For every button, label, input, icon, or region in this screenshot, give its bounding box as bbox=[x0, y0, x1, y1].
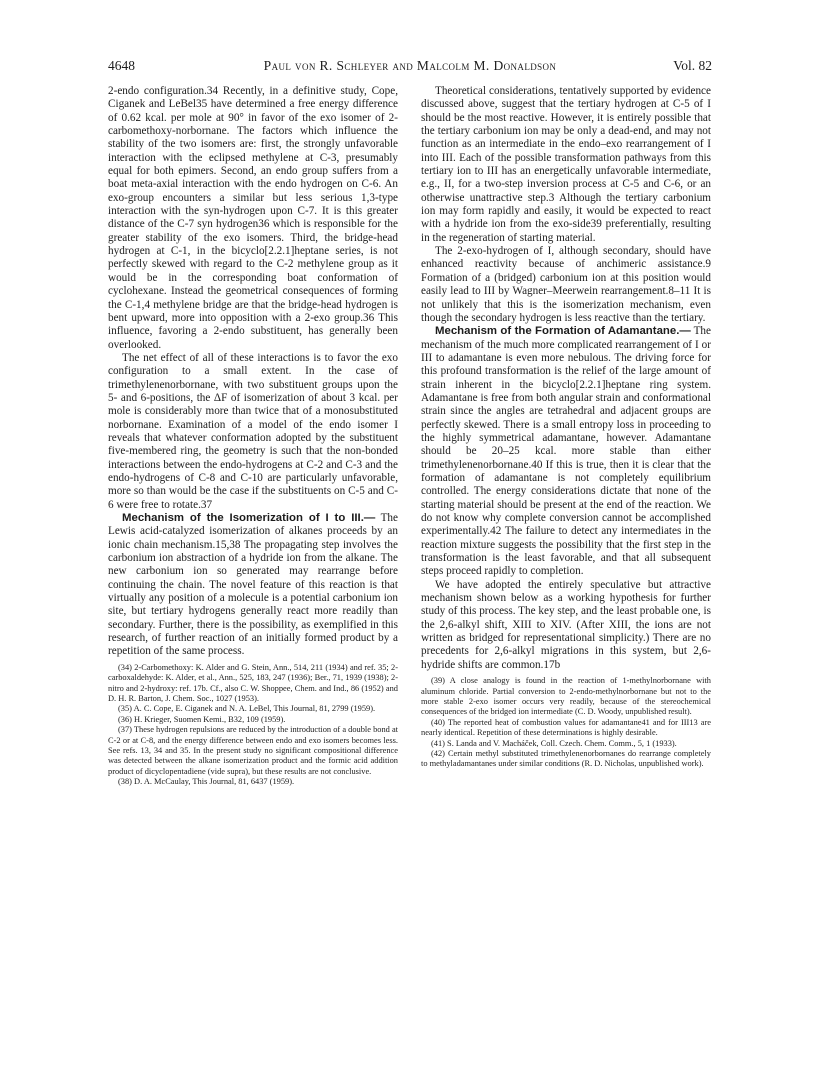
section-heading: Mechanism of the Isomerization of I to III.— bbox=[122, 512, 376, 524]
body-paragraph: The net effect of all of these interactions is to favor the exo configuration to a small extent. In the case of trimethylenenorbornane, with two substituent groups upon the 5- and 6-positions, the ΔF of isomerization of about 3 kcal. per mole is considerably more than twice that of a monosubstituted norbornane. Examination of a model of the endo isomer I reveals that whatever conformation adopted by the substituent five-membered ring, the geometry is such that the non-bonded interactions between the endo-hydrogens at C-2 and C-3 and the endo-hydrogens of C-8 and C-10 are particularly unfavorable, more so than would be the case if the substituents on C-5 and C-6 were free to rotate.37 bbox=[108, 351, 398, 511]
footnotes bbox=[108, 663, 398, 788]
footnote: (41) S. Landa and V. Macháček, Coll. Czech. Chem. Comm., 5, 1 (1933). bbox=[431, 738, 677, 748]
footnote: (40) The reported heat of combustion values for adamantane41 and for III13 are nearly identical. Repetition of these determinations is highly desirable. bbox=[421, 717, 711, 738]
left-column bbox=[108, 85, 398, 788]
section-paragraph bbox=[108, 512, 398, 659]
body-paragraph: 2-endo configuration.34 Recently, in a definitive study, Cope, Ciganek and LeBel35 have determined a free energy difference of 0.62 kcal. per mole at 90° in favor of the exo isomer of 2-carbomethoxy-norbornane. The factors which influence the stability of the two isomers are: first, the strongly unfavorable interaction with the eclipsed methylene at C-3, presumably equal for both epimers. Second, an endo group suffers from a boat meta-axial interaction with the endo hydrogen on C-6. An exo-group encounters a similar but less serious 1,3-type interaction with the syn-hydrogen upon C-7. It is this greater distance of the C-7 syn hydrogen36 which is responsible for the greater stability of the exo isomers. Third, the bridge-head hydrogen at C-1, in the bicyclo[2.2.1]heptane series, is not perfectly skewed with regard to the C-2 methylene group as it would be in the corresponding boat conformation of cyclohexane. Instead the geometrical consequences of forming the C-1,4 methylene bridge are that the bridge-head hydrogen is bent upward, more into opposition with a 2-exo group.36 This influence, favoring a 2-endo substituent, has generally been overlooked. bbox=[108, 85, 398, 351]
volume-label: Vol. 82 bbox=[673, 58, 712, 73]
section-paragraph bbox=[421, 325, 711, 579]
running-header bbox=[108, 57, 712, 75]
footnote: (42) Certain methyl substituted trimethylenenorbornanes do rearrange completely to methyladamantanes under similar conditions (R. D. Nicholas, unpublished work). bbox=[421, 748, 711, 769]
body-paragraph: The 2-exo-hydrogen of I, although secondary, should have enhanced reactivity because of anchimeric assistance.9 Formation of a (bridged) carbonium ion at this position would easily lead to III by Wagner–Meerwein rearrangement.8–11 It is not unlikely that this is the isomerization mechanism, even though the secondary hydrogen is less reactive than the tertiary. bbox=[421, 245, 711, 324]
section-text: The mechanism of the much more complicated rearrangement of I or III to adamantane is even more nebulous. The driving force for this profound transformation is the relief of the large amount of strain inherent in the bicyclo[2.2.1]heptane ring system. Adamantane is free from both angular strain and conformational strain since the angles are tetrahedral and adjacent groups are perfectly skewed. There is a small entropy loss in proceeding to the highly symmetrical adamantane, however. Adamantane should be 20–25 kcal. more stable than either trimethylenenorbornane.40 If this is true, then it is clear that the formation of adamantane is not completely equilibrium controlled. The energy considerations dictate that none of the starting material should be present at the end of the reaction. We do not know why complete conversion cannot be accomplished experimentally.42 The failure to detect any intermediates in the reaction mixture suggests the possibility that the first step in the transformation is the least favorable, and that all subsequent steps proceed rapidly to completion. bbox=[421, 325, 711, 578]
body-paragraph: We have adopted the entirely speculative but attractive mechanism shown below as a working hypothesis for further study of this process. The key step, and the least probable one, is the 2,6-alkyl shift, XIII to XIV. (After XIII, the ions are not written as bridged for representational simplicity.) There are no precedents for 2,6-alkyl migrations in this system, but 2,6-hydride shifts are common.17b bbox=[421, 578, 711, 671]
page-number: 4648 bbox=[108, 58, 135, 73]
footnote: (38) D. A. McCaulay, This Journal, 81, 6437 (1959). bbox=[118, 777, 295, 787]
running-authors: Paul von R. Schleyer and Malcolm M. Donaldson bbox=[263, 58, 557, 73]
footnote: (34) 2-Carbomethoxy: K. Alder and G. Stein, Ann., 514, 211 (1934) and ref. 35; 2-carboxaldehyde: K. Alder, et al., Ann., 525, 183, 247 (1936); Ber., 71, 1939 (1938); 2-nitro and 2-hydroxy: ref. 17b. Cf., also C. W. Shoppee, Chem. and Ind., 86 (1952) and D. H. R. Barton, J. Chem. Soc., 1027 (1953). bbox=[108, 662, 398, 703]
footnote: (35) A. C. Cope, E. Ciganek and N. A. LeBel, This Journal, 81, 2799 (1959). bbox=[118, 704, 376, 714]
footnote: (37) These hydrogen repulsions are reduced by the introduction of a double bond at C-2 or at C-8, and the energy difference between endo and exo isomers becomes less. See refs. 13, 34 and 35. In the present study no significant compositional difference was detected between the alkane isomerization product and the formic acid addition product of dicyclopentadiene (vide supra), but these results are not conclusive. bbox=[108, 725, 398, 776]
right-column bbox=[421, 85, 711, 770]
section-text: The Lewis acid-catalyzed isomerization of alkanes proceeds by an ionic chain mechanism.15,38 The propagating step involves the carbonium ion abstraction of a hydride ion from the alkane. The new carbonium ion so generated may rearrange before continuing the chain. The novel feature of this reaction is that virtually any position of a molecule is a potential carbonium ion site, but tertiary hydrogens generally react more readily than secondary. Further, there is the possibility, as exemplified in this research, of further reaction of an initially formed product by a repetition of the same process. bbox=[108, 512, 398, 658]
body-paragraph: Theoretical considerations, tentatively supported by evidence discussed above, suggest that the tertiary hydrogen at C-5 of I should be the most reactive. However, it is entirely possible that the tertiary carbonium ion may be only a dead-end, and may not function as an intermediate in the endo–exo rearrangement of I into III. Each of the possible transformation pathways from this tertiary ion to III has an energetically unfavorable intermediate, e.g., II, for a two-step inversion process at C-5 and C-6, or an otherwise unattractive step.3 Although the tertiary carbonium ion may form rapidly and easily, it would be expected to react with a hydride ion from the exo-side39 preferentially, resulting in the regeneration of starting material. bbox=[421, 85, 711, 244]
footnotes bbox=[421, 676, 711, 770]
section-heading: Mechanism of the Formation of Adamantane.— bbox=[435, 325, 691, 338]
footnote: (39) A close analogy is found in the reaction of 1-methylnorbornane with aluminum chloride. Partial conversion to 2-endo-methylnorbornane but not to the more stable 2-exo isomer occurs very readily, because of the stereochemical consequences of the bridged ion intermediate (C. D. Woody, unpublished result). bbox=[421, 676, 711, 717]
footnote: (36) H. Krieger, Suomen Kemi., B32, 109 (1959). bbox=[118, 714, 286, 724]
